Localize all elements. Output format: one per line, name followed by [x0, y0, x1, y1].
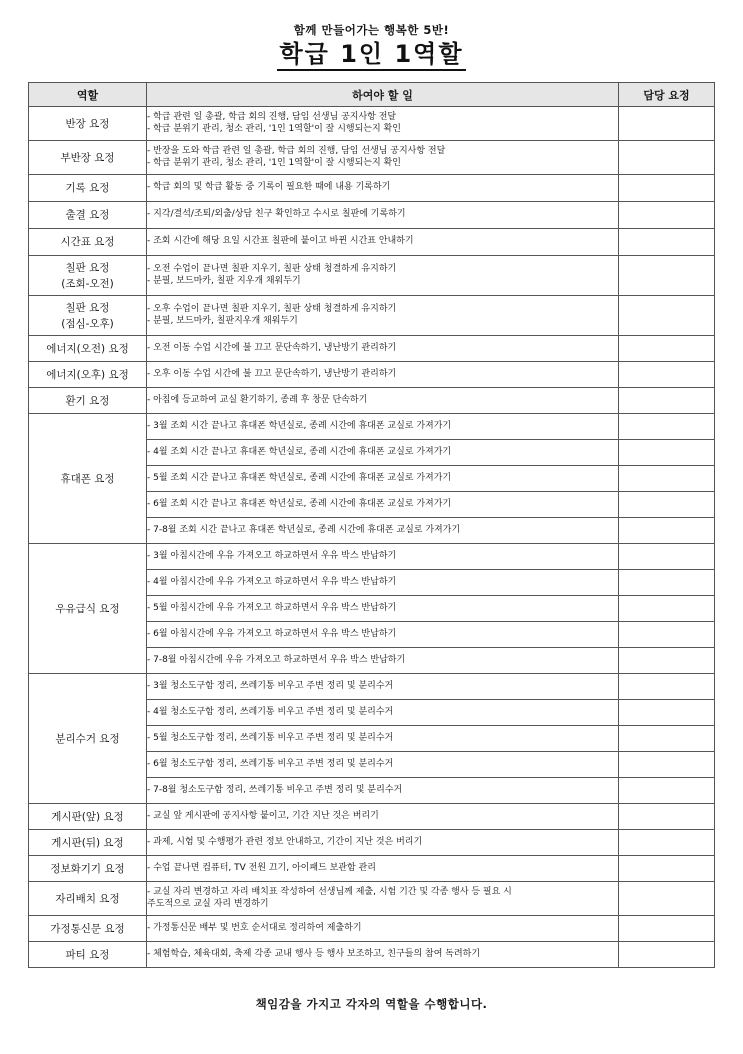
task-cell [147, 804, 619, 830]
owner-cell[interactable] [619, 518, 715, 544]
task-cell [147, 700, 619, 726]
role-cell [29, 388, 147, 414]
task-cell [147, 882, 619, 916]
task-line: - 오후 이동 수업 시간에 불 끄고 문단속하기, 냉난방기 관리하기 [147, 368, 397, 379]
table-row [29, 882, 715, 916]
owner-cell[interactable] [619, 916, 715, 942]
task-line: - 학급 회의 및 학급 활동 중 기록이 필요한 때에 내용 기록하기 [147, 182, 391, 193]
table-row [29, 804, 715, 830]
role-cell [29, 804, 147, 830]
role-label: 휴대폰 요정 [60, 472, 115, 485]
task-line: - 지각/결석/조퇴/외출/상담 친구 확인하고 수시로 칠판에 기록하기 [147, 209, 406, 220]
role-label: 자리배치 요정 [55, 892, 120, 905]
task-cell [147, 440, 619, 466]
owner-cell[interactable] [619, 492, 715, 518]
role-label: 정보화기기 요정 [50, 862, 125, 875]
owner-cell[interactable] [619, 466, 715, 492]
owner-cell[interactable] [619, 622, 715, 648]
role-label: 우유급식 요정 [55, 602, 120, 615]
owner-cell[interactable] [619, 388, 715, 414]
owner-cell[interactable] [619, 882, 715, 916]
role-cell [29, 107, 147, 141]
table-row [29, 202, 715, 229]
task-cell [147, 830, 619, 856]
task-cell [147, 856, 619, 882]
role-cell [29, 856, 147, 882]
owner-cell[interactable] [619, 856, 715, 882]
role-cell [29, 296, 147, 336]
role-label: 분리수거 요정 [55, 732, 120, 745]
task-cell [147, 916, 619, 942]
task-line: - 학급 분위기 관리, 청소 관리, '1인 1역할'이 잘 시행되는지 확인 [147, 123, 401, 134]
role-cell [29, 175, 147, 202]
owner-cell[interactable] [619, 229, 715, 256]
task-line: - 분필, 보드마카, 칠판지우개 채워두기 [147, 315, 298, 326]
role-cell [29, 336, 147, 362]
table-row [29, 414, 715, 440]
role-cell [29, 256, 147, 296]
role-cell [29, 882, 147, 916]
task-cell [147, 296, 619, 336]
task-cell [147, 674, 619, 700]
task-line: - 체험학습, 체육대회, 축제 각종 교내 행사 등 행사 보조하고, 친구들의 참여 독려하기 [147, 948, 481, 959]
task-line: - 5월 청소도구함 정리, 쓰레기통 비우고 주변 정리 및 분리수거 [147, 732, 394, 743]
roles-body [29, 107, 715, 968]
roles-table [28, 82, 715, 968]
header-task: 하여야 할 일 [147, 83, 619, 107]
task-line: - 가정통신문 배부 및 번호 순서대로 정리하여 제출하기 [147, 922, 362, 933]
owner-cell[interactable] [619, 752, 715, 778]
task-line: - 7-8월 청소도구함 정리, 쓰레기통 비우고 주변 정리 및 분리수거 [147, 784, 403, 795]
task-line: 주도적으로 교실 자리 변경하기 [147, 898, 269, 909]
task-line: - 아침에 등교하여 교실 환기하기, 종례 후 창문 단속하기 [147, 394, 368, 405]
role-label: 부반장 요정 [60, 151, 115, 164]
task-line: - 분필, 보드마카, 칠판 지우개 채워두기 [147, 275, 301, 286]
role-label: 시간표 요정 [60, 236, 115, 248]
role-label: 환기 요정 [65, 394, 110, 407]
table-row [29, 175, 715, 202]
table-header-row [29, 83, 715, 107]
task-cell [147, 229, 619, 256]
table-row [29, 856, 715, 882]
role-cell [29, 141, 147, 175]
task-line: - 4월 청소도구함 정리, 쓰레기통 비우고 주변 정리 및 분리수거 [147, 706, 394, 717]
page-title-wrap [0, 34, 743, 69]
table-row [29, 336, 715, 362]
role-cell [29, 414, 147, 544]
table-row [29, 916, 715, 942]
role-label: (조회-오전) [61, 277, 114, 290]
task-line: - 교실 앞 게시판에 공지사항 붙이고, 기간 지난 것은 버리기 [147, 810, 379, 821]
page-subtitle: 함께 만들어가는 행복한 5반! [293, 23, 450, 37]
owner-cell[interactable] [619, 296, 715, 336]
task-cell [147, 726, 619, 752]
role-label: 게시판(앞) 요정 [51, 810, 124, 823]
task-line: - 5월 아침시간에 우유 가져오고 하교하면서 우유 박스 반납하기 [147, 602, 397, 613]
task-cell [147, 336, 619, 362]
task-cell [147, 778, 619, 804]
task-cell [147, 414, 619, 440]
owner-cell[interactable] [619, 804, 715, 830]
task-line: - 수업 끝나면 컴퓨터, TV 전원 끄기, 아이패드 보관함 관리 [147, 862, 376, 873]
owner-cell[interactable] [619, 726, 715, 752]
table-row [29, 362, 715, 388]
role-label: 파티 요정 [65, 948, 110, 961]
owner-cell[interactable] [619, 141, 715, 175]
table-row [29, 674, 715, 700]
owner-cell[interactable] [619, 942, 715, 968]
role-label: 게시판(뒤) 요정 [51, 836, 124, 849]
role-cell [29, 202, 147, 229]
task-line: - 6월 청소도구함 정리, 쓰레기통 비우고 주변 정리 및 분리수거 [147, 758, 394, 769]
role-label: 가정통신문 요정 [50, 922, 125, 935]
task-line: - 4월 조회 시간 끝나고 휴대폰 학년실로, 종례 시간에 휴대폰 교실로 가져가기 [147, 446, 452, 457]
page-footer: 책임감을 가지고 각자의 역할을 수행합니다. [255, 997, 488, 1011]
header-role: 역할 [29, 83, 147, 107]
table-row [29, 141, 715, 175]
task-cell [147, 648, 619, 674]
task-line: - 3월 청소도구함 정리, 쓰레기통 비우고 주변 정리 및 분리수거 [147, 680, 394, 691]
role-label: 반장 요정 [65, 117, 110, 130]
task-cell [147, 544, 619, 570]
task-cell [147, 570, 619, 596]
task-line: - 학급 관련 일 총괄, 학급 회의 진행, 담임 선생님 공지사항 전달 [147, 112, 397, 122]
task-line: - 3월 조회 시간 끝나고 휴대폰 학년실로, 종례 시간에 휴대폰 교실로 가져가기 [147, 420, 452, 431]
owner-cell[interactable] [619, 362, 715, 388]
owner-cell[interactable] [619, 778, 715, 804]
role-cell [29, 830, 147, 856]
task-line: - 7-8월 조회 시간 끝나고 휴대폰 학년실로, 종례 시간에 휴대폰 교실로 가져가기 [147, 524, 461, 535]
task-line: - 반장을 도와 학급 관련 일 총괄, 학급 회의 진행, 담임 선생님 공지사항 전달 [147, 146, 446, 156]
table-row [29, 256, 715, 296]
owner-cell[interactable] [619, 107, 715, 141]
task-cell [147, 492, 619, 518]
task-cell [147, 518, 619, 544]
role-cell [29, 942, 147, 968]
task-line: - 오전 수업이 끝나면 칠판 지우기, 칠판 상태 청결하게 유지하기 [147, 264, 397, 274]
task-cell [147, 596, 619, 622]
role-label: 칠판 요정 [65, 301, 110, 314]
role-cell [29, 229, 147, 256]
owner-cell[interactable] [619, 336, 715, 362]
role-cell [29, 362, 147, 388]
table-row [29, 296, 715, 336]
task-cell [147, 202, 619, 229]
task-cell [147, 107, 619, 141]
task-line: - 과제, 시험 및 수행평가 관련 정보 안내하고, 기간이 지난 것은 버리기 [147, 836, 423, 847]
table-row [29, 388, 715, 414]
table-row [29, 229, 715, 256]
role-label: 에너지(오후) 요정 [46, 368, 129, 381]
task-line: - 오전 이동 수업 시간에 불 끄고 문단속하기, 냉난방기 관리하기 [147, 342, 397, 353]
role-cell [29, 916, 147, 942]
task-cell [147, 175, 619, 202]
owner-cell[interactable] [619, 256, 715, 296]
task-line: - 6월 아침시간에 우유 가져오고 하교하면서 우유 박스 반납하기 [147, 628, 397, 639]
task-line: - 6월 조회 시간 끝나고 휴대폰 학년실로, 종례 시간에 휴대폰 교실로 가져가기 [147, 498, 452, 509]
table-row [29, 942, 715, 968]
owner-cell[interactable] [619, 648, 715, 674]
role-cell [29, 544, 147, 674]
role-cell [29, 674, 147, 804]
task-cell [147, 362, 619, 388]
task-cell [147, 466, 619, 492]
role-label: (점심-오후) [61, 317, 114, 330]
owner-cell[interactable] [619, 414, 715, 440]
owner-cell[interactable] [619, 175, 715, 202]
role-label: 출결 요정 [65, 209, 110, 221]
owner-cell[interactable] [619, 700, 715, 726]
role-label: 에너지(오전) 요정 [46, 342, 129, 355]
owner-cell[interactable] [619, 202, 715, 229]
page-title: 학급 1인 1역할 [277, 40, 465, 71]
task-line: - 교실 자리 변경하고 자리 배치표 작성하여 선생님께 제출, 시험 기간 및 각종 행사 등 필요 시 [147, 887, 512, 897]
owner-cell[interactable] [619, 440, 715, 466]
task-line: - 3월 아침시간에 우유 가져오고 하교하면서 우유 박스 반납하기 [147, 550, 397, 561]
owner-cell[interactable] [619, 830, 715, 856]
task-cell [147, 256, 619, 296]
table-row [29, 830, 715, 856]
owner-cell[interactable] [619, 596, 715, 622]
task-cell [147, 942, 619, 968]
task-line: - 7-8월 아침시간에 우유 가져오고 하교하면서 우유 박스 반납하기 [147, 654, 406, 665]
owner-cell[interactable] [619, 674, 715, 700]
task-line: - 5월 조회 시간 끝나고 휴대폰 학년실로, 종례 시간에 휴대폰 교실로 가져가기 [147, 472, 452, 483]
task-line: - 학급 분위기 관리, 청소 관리, '1인 1역할'이 잘 시행되는지 확인 [147, 157, 401, 168]
task-line: - 조회 시간에 해당 요일 시간표 칠판에 붙이고 바뀐 시간표 안내하기 [147, 236, 414, 247]
owner-cell[interactable] [619, 570, 715, 596]
task-line: - 4월 아침시간에 우유 가져오고 하교하면서 우유 박스 반납하기 [147, 576, 397, 587]
role-label: 기록 요정 [65, 182, 110, 194]
role-label: 칠판 요정 [65, 261, 110, 274]
task-cell [147, 141, 619, 175]
task-cell [147, 752, 619, 778]
table-row [29, 544, 715, 570]
owner-cell[interactable] [619, 544, 715, 570]
task-cell [147, 622, 619, 648]
header-owner: 담당 요정 [619, 83, 715, 107]
task-cell [147, 388, 619, 414]
task-line: - 오후 수업이 끝나면 칠판 지우기, 칠판 상태 청결하게 유지하기 [147, 304, 397, 314]
table-row [29, 107, 715, 141]
